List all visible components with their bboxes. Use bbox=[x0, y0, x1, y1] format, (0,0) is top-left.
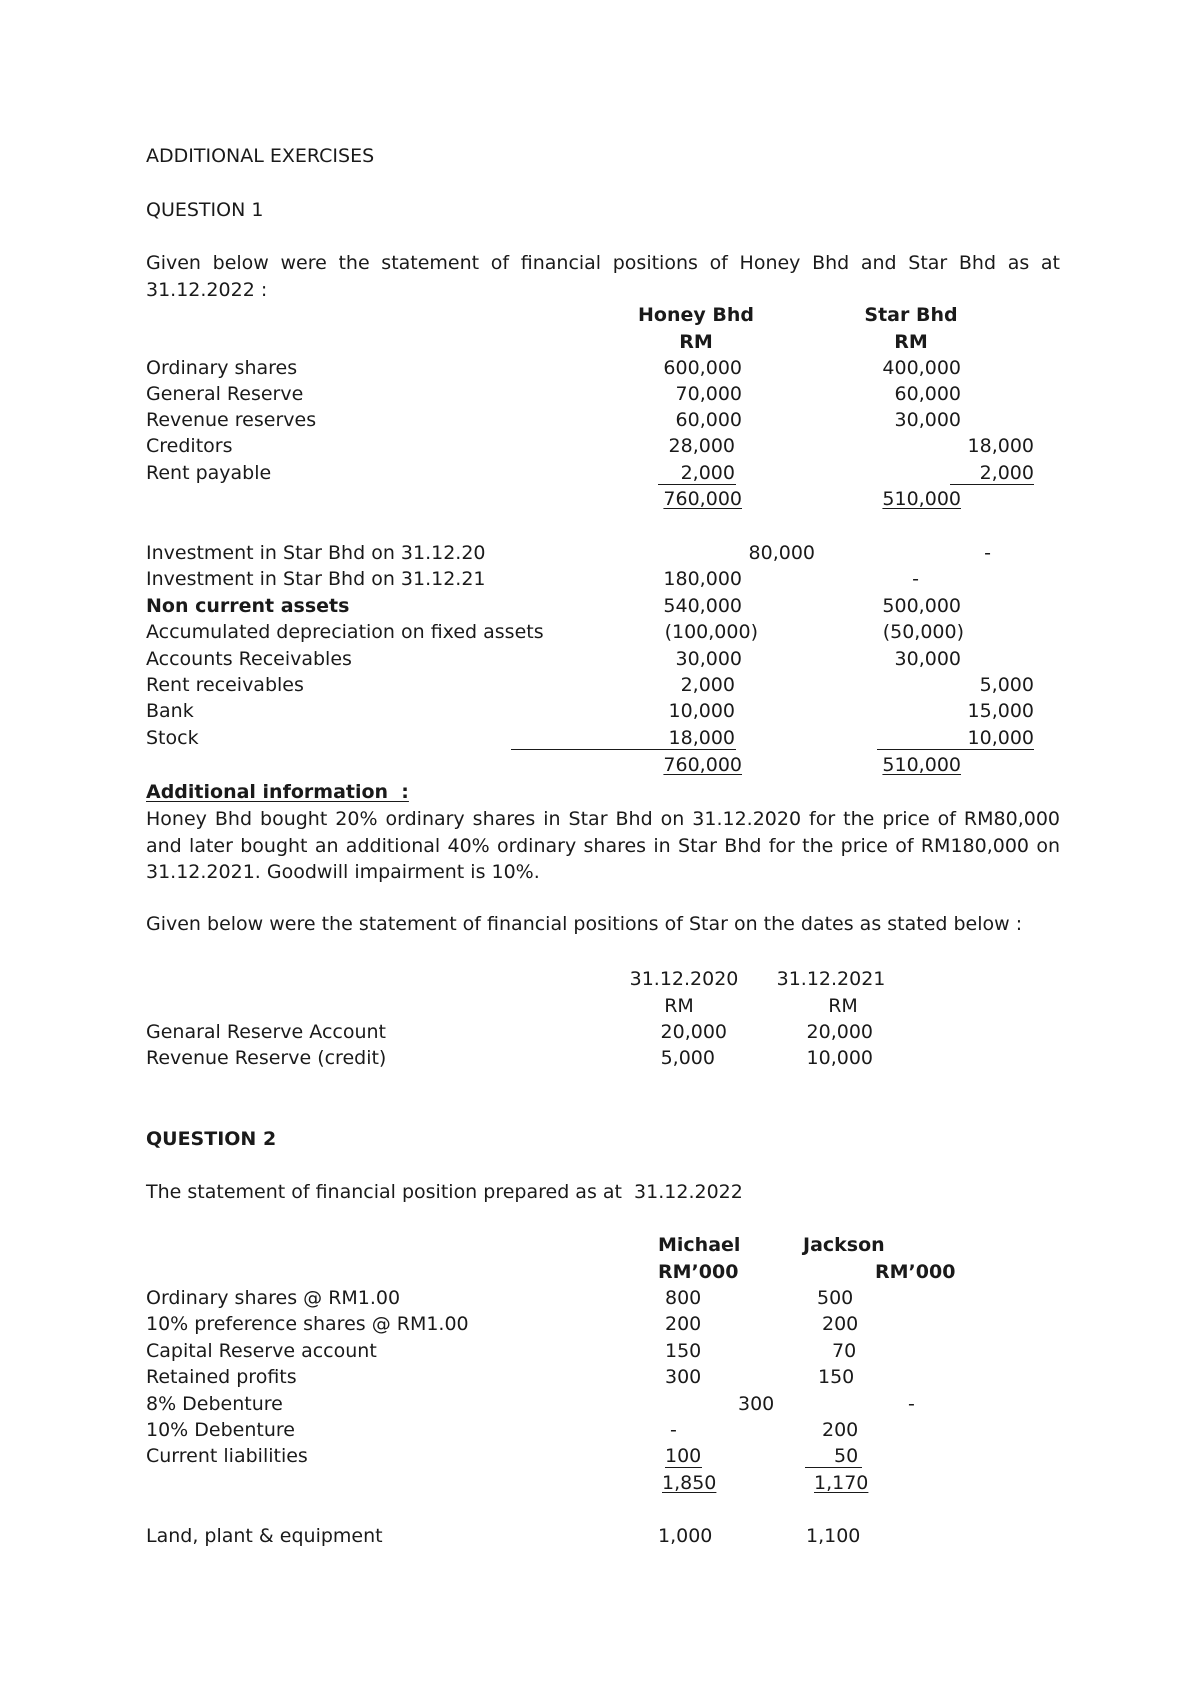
additional-information-text: Honey Bhd bought 20% ordinary shares in Star Bhd on 31.12.2020 for the price of RM80,000 and later bought an additional 40% ordinary shares in Star Bhd for the price of RM180,000 on 31.12.2021. Goodwill impairment is 10%. bbox=[146, 808, 1060, 883]
row-label: Ordinary shares @ RM1.00 bbox=[146, 1287, 401, 1309]
row-label: Genaral Reserve Account bbox=[146, 1021, 386, 1043]
date-column-header: 31.12.2020 bbox=[629, 968, 739, 990]
star-value: 5,000 bbox=[979, 674, 1034, 696]
underline-rule bbox=[805, 1467, 862, 1468]
star-value: 15,000 bbox=[967, 700, 1034, 722]
honey-value: 600,000 bbox=[663, 357, 742, 379]
row-label: Capital Reserve account bbox=[146, 1340, 377, 1362]
row-label: 8% Debenture bbox=[146, 1393, 283, 1415]
star-bhd-column-header: Star Bhd bbox=[864, 304, 958, 326]
star-value: 10,000 bbox=[967, 727, 1034, 749]
star-bhd-unit: RM bbox=[894, 331, 928, 353]
additional-information-heading: Additional information : bbox=[146, 781, 409, 803]
jackson-value: 50 bbox=[834, 1445, 859, 1467]
honey-value: 28,000 bbox=[668, 435, 735, 457]
question-1-heading: QUESTION 1 bbox=[146, 199, 264, 221]
star-total: 510,000 bbox=[882, 754, 961, 776]
value-2020: 5,000 bbox=[660, 1047, 715, 1069]
michael-value: 300 bbox=[665, 1366, 702, 1388]
jackson-column-header: Jackson bbox=[803, 1234, 885, 1256]
date-column-unit: RM bbox=[664, 995, 694, 1017]
jackson-value: 150 bbox=[818, 1366, 855, 1388]
honey-value: 10,000 bbox=[668, 700, 735, 722]
row-label: Creditors bbox=[146, 435, 233, 457]
star-value: 60,000 bbox=[894, 383, 961, 405]
row-label: Rent receivables bbox=[146, 674, 304, 696]
value-2021: 20,000 bbox=[806, 1021, 873, 1043]
star-value: - bbox=[912, 568, 919, 590]
row-label: Non current assets bbox=[146, 595, 350, 617]
underline-rule bbox=[877, 749, 1034, 750]
jackson-value: 70 bbox=[832, 1340, 857, 1362]
star-value: 18,000 bbox=[967, 435, 1034, 457]
michael-column-header: Michael bbox=[658, 1234, 741, 1256]
row-label: Rent payable bbox=[146, 462, 272, 484]
michael-total: 1,850 bbox=[662, 1472, 717, 1494]
honey-value: 30,000 bbox=[675, 648, 742, 670]
star-value: 400,000 bbox=[882, 357, 961, 379]
row-label: Ordinary shares bbox=[146, 357, 298, 379]
star-value: 500,000 bbox=[882, 595, 961, 617]
honey-value: 2,000 bbox=[680, 462, 735, 484]
row-label: Accounts Receivables bbox=[146, 648, 352, 670]
michael-value: 200 bbox=[665, 1313, 702, 1335]
row-label: Bank bbox=[146, 700, 194, 722]
michael-value: - bbox=[670, 1419, 677, 1441]
honey-value: 180,000 bbox=[663, 568, 742, 590]
honey-value: (100,000) bbox=[664, 621, 758, 643]
row-label: Retained profits bbox=[146, 1366, 297, 1388]
honey-value: 18,000 bbox=[668, 727, 735, 749]
row-label: Accumulated depreciation on fixed assets bbox=[146, 621, 544, 643]
value-2021: 10,000 bbox=[806, 1047, 873, 1069]
row-label: Investment in Star Bhd on 31.12.20 bbox=[146, 542, 486, 564]
row-label: General Reserve bbox=[146, 383, 304, 405]
row-label: Investment in Star Bhd on 31.12.21 bbox=[146, 568, 486, 590]
star-value: 2,000 bbox=[979, 462, 1034, 484]
michael-value: 300 bbox=[738, 1393, 775, 1415]
honey-value: 540,000 bbox=[663, 595, 742, 617]
honey-value: 60,000 bbox=[675, 409, 742, 431]
jackson-total: 1,170 bbox=[814, 1472, 869, 1494]
honey-bhd-unit: RM bbox=[679, 331, 713, 353]
star-statement-intro: Given below were the statement of financial positions of Star on the dates as stated below : bbox=[146, 913, 1023, 935]
star-total: 510,000 bbox=[882, 488, 961, 510]
star-value: - bbox=[984, 542, 991, 564]
honey-bhd-column-header: Honey Bhd bbox=[638, 304, 754, 326]
honey-total: 760,000 bbox=[663, 754, 742, 776]
question-1-intro: Given below were the statement of financial positions of Honey Bhd and Star Bhd as at 31.12.2022 : bbox=[146, 252, 1060, 301]
michael-value: 100 bbox=[665, 1445, 702, 1467]
honey-total: 760,000 bbox=[663, 488, 742, 510]
jackson-value: 500 bbox=[817, 1287, 854, 1309]
row-label: 10% Debenture bbox=[146, 1419, 295, 1441]
honey-value: 2,000 bbox=[680, 674, 735, 696]
jackson-unit: RM’000 bbox=[875, 1261, 956, 1283]
row-label: 10% preference shares @ RM1.00 bbox=[146, 1313, 469, 1335]
michael-value: 150 bbox=[665, 1340, 702, 1362]
row-label: Revenue reserves bbox=[146, 409, 317, 431]
date-column-unit: RM bbox=[828, 995, 858, 1017]
value-2020: 20,000 bbox=[660, 1021, 727, 1043]
underline-rule bbox=[511, 749, 736, 750]
star-value: 30,000 bbox=[894, 409, 961, 431]
row-label: Revenue Reserve (credit) bbox=[146, 1047, 387, 1069]
jackson-value: 200 bbox=[822, 1419, 859, 1441]
michael-value: 1,000 bbox=[658, 1525, 713, 1547]
star-value: 30,000 bbox=[894, 648, 961, 670]
row-label: Land, plant & equipment bbox=[146, 1525, 383, 1547]
date-column-header: 31.12.2021 bbox=[776, 968, 886, 990]
underline-rule bbox=[658, 484, 736, 485]
honey-value: 80,000 bbox=[748, 542, 815, 564]
star-value: (50,000) bbox=[882, 621, 964, 643]
michael-value: 800 bbox=[665, 1287, 702, 1309]
underline-rule bbox=[950, 484, 1034, 485]
question-2-intro: The statement of financial position prepared as at 31.12.2022 bbox=[146, 1181, 743, 1203]
document-title: ADDITIONAL EXERCISES bbox=[146, 145, 375, 167]
underline-rule bbox=[665, 1467, 702, 1468]
michael-unit: RM’000 bbox=[658, 1261, 739, 1283]
question-2-heading: QUESTION 2 bbox=[146, 1128, 277, 1150]
jackson-value: 1,100 bbox=[806, 1525, 861, 1547]
row-label: Current liabilities bbox=[146, 1445, 308, 1467]
jackson-value: 200 bbox=[822, 1313, 859, 1335]
row-label: Stock bbox=[146, 727, 199, 749]
jackson-value: - bbox=[908, 1393, 915, 1415]
honey-value: 70,000 bbox=[675, 383, 742, 405]
